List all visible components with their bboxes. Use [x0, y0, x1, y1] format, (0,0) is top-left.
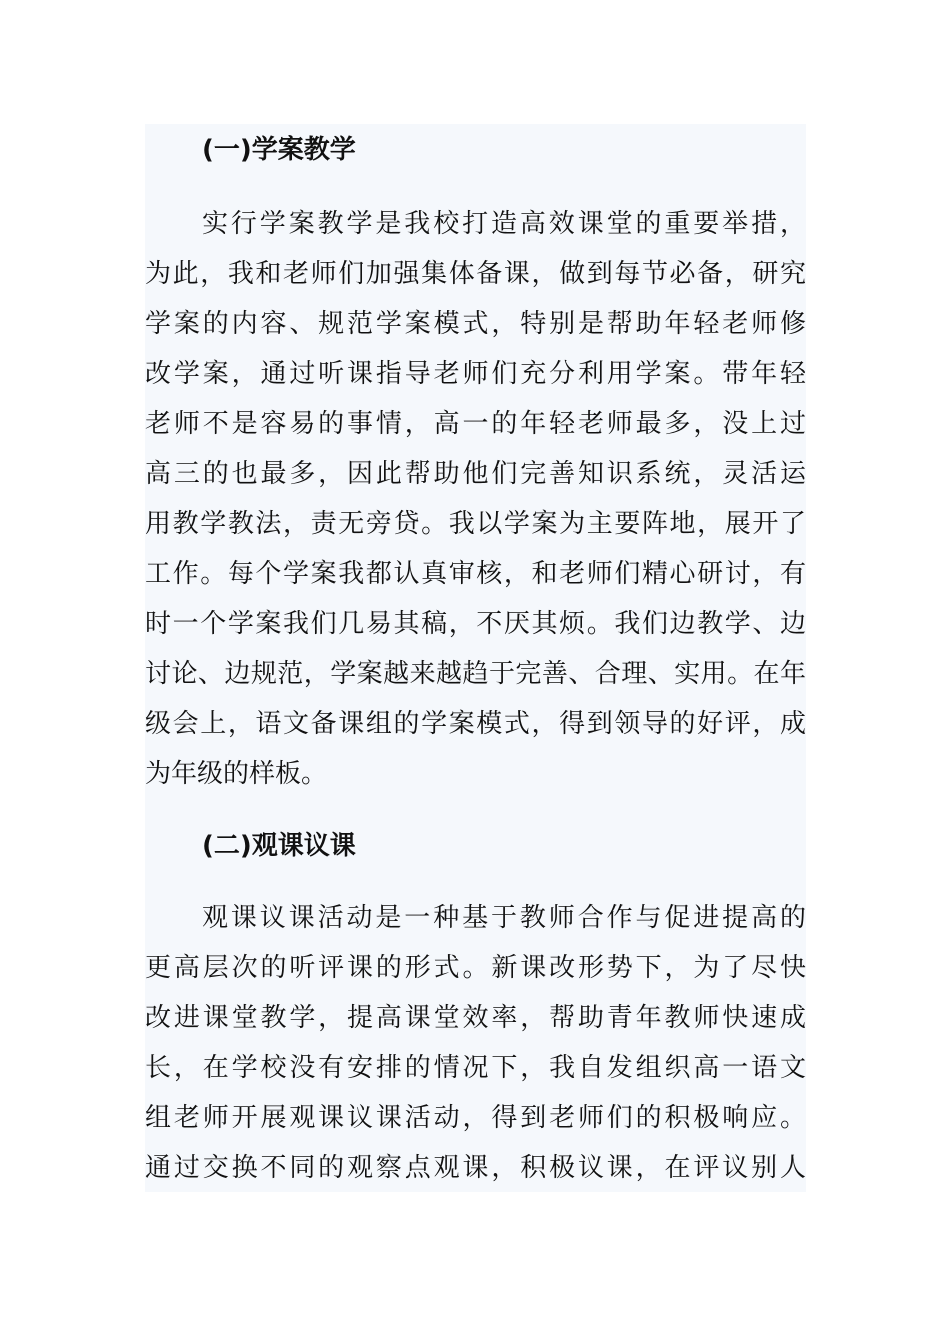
paragraph-line: 高三的也最多，因此帮助他们完善知识系统，灵活运 — [145, 459, 806, 489]
paragraph-line: 时一个学案我们几易其稿，不厌其烦。我们边教学、边 — [145, 609, 806, 639]
paragraph-line: 工作。每个学案我都认真审核，和老师们精心研讨，有 — [145, 559, 806, 589]
paragraph-line: 组老师开展观课议课活动，得到老师们的积极响应。 — [145, 1103, 806, 1133]
paragraph-line: 学案的内容、规范学案模式，特别是帮助年轻老师修 — [145, 309, 806, 339]
paragraph-line: 级会上，语文备课组的学案模式，得到领导的好评，成 — [145, 709, 806, 739]
text-block — [145, 124, 806, 1192]
paragraph-line: 改学案，通过听课指导老师们充分利用学案。带年轻 — [145, 359, 806, 389]
section-heading-1: (一)学案教学 — [202, 135, 356, 165]
paragraph-2 — [145, 893, 806, 1192]
paragraph-line: 老师不是容易的事情，高一的年轻老师最多，没上过 — [145, 409, 806, 439]
paragraph-line: 用教学教法，责无旁贷。我以学案为主要阵地，展开了 — [145, 509, 806, 539]
paragraph-line: 更高层次的听评课的形式。新课改形势下，为了尽快 — [145, 953, 806, 983]
paragraph-line: 通过交换不同的观察点观课，积极议课，在评议别人 — [145, 1153, 806, 1183]
section-heading-2: (二)观课议课 — [202, 831, 356, 861]
paragraph-line: 改进课堂教学，提高课堂效率，帮助青年教师快速成 — [145, 1003, 806, 1033]
paragraph-line: 长，在学校没有安排的情况下，我自发组织高一语文 — [145, 1053, 806, 1083]
paragraph-line: 讨论、边规范，学案越来越趋于完善、合理、实用。在年 — [145, 659, 806, 689]
paragraph-line: 观课议课活动是一种基于教师合作与促进提高的 — [202, 903, 806, 933]
paragraph-line: 为此，我和老师们加强集体备课，做到每节必备，研究 — [145, 259, 806, 289]
paragraph-1 — [145, 199, 806, 799]
paragraph-line: 实行学案教学是我校打造高效课堂的重要举措， — [202, 209, 806, 239]
paragraph-line: 为年级的样板。 — [145, 759, 328, 789]
